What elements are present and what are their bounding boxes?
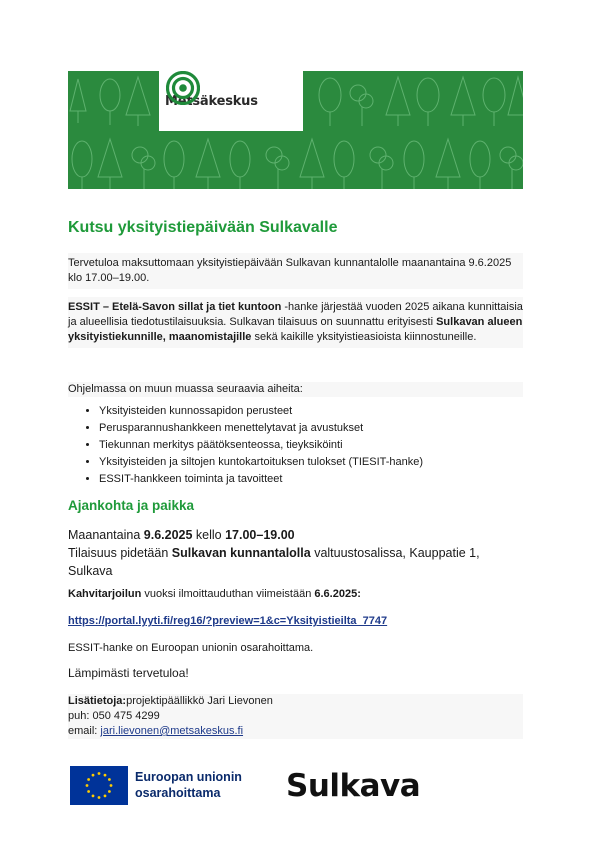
intro-paragraph: [68, 253, 523, 289]
time-text: Maanantaina: [68, 528, 144, 542]
header-banner: [68, 71, 523, 189]
contact-block: [68, 694, 523, 739]
contact-email-label: email:: [68, 725, 101, 737]
essit-name: ESSIT – Etelä-Savon sillat ja tiet kuntoon: [68, 301, 282, 313]
eu-line-2: osarahoittama: [135, 786, 221, 800]
event-date: 9.6.2025: [143, 528, 193, 542]
registration-link[interactable]: https://portal.lyyti.fi/reg16/?preview=1&c=Yksityistieilta_7747: [68, 615, 388, 627]
list-item: • Yksityisteiden ja siltojen kuntokartoituksen tulokset (TIESIT-hanke): [99, 454, 523, 471]
funding-note: ESSIT-hanke on Euroopan unionin osarahoittama.: [68, 642, 314, 654]
registration: [68, 587, 523, 602]
list-item: • Tiekunnan merkitys päätöksenteossa, tieyksiköinti: [99, 437, 523, 454]
event-time: 17.00–19.00: [225, 528, 295, 542]
sulkava-logo: Sulkava: [286, 768, 421, 804]
contact-label: Lisätietoja:: [68, 695, 127, 707]
list-item: • Yksityisteiden kunnossapidon perusteet: [99, 403, 523, 420]
metsakeskus-logo: [159, 71, 303, 131]
page-title: Kutsu yksityistiepäivään Sulkavalle: [68, 219, 338, 236]
eu-flag-icon: [70, 766, 128, 805]
logo-text: Metsäkeskus: [165, 93, 258, 109]
place-text: Tilaisuus pidetään: [68, 546, 172, 560]
essit-text-1: -hanke järjestää vuoden 2025 aikana kunnittaisia ja alueellisia tiedotustilaisuuksia. Sulkavan tilaisuus on suunnattu erityisesti: [68, 301, 523, 328]
contact-phone: puh: 050 475 4299: [68, 710, 160, 722]
time-place: [68, 526, 523, 580]
registration-bold: Kahvitarjoilun: [68, 588, 142, 600]
essit-audience: Sulkavan alueen yksityistiekunnille, maanomistajille: [68, 316, 523, 343]
place-text: valtuustosalissa, Kauppatie 1, Sulkava: [68, 546, 480, 578]
program-lead: Ohjelmassa on muun muassa seuraavia aiheita:: [68, 382, 523, 397]
event-venue: Sulkavan kunnantalolla: [171, 546, 311, 560]
list-item: • ESSIT-hankkeen toiminta ja tavoitteet: [99, 471, 523, 488]
intro-text: Tervetuloa maksuttomaan yksityistiepäivään Sulkavan kunnantalolle maanantaina 9.6.2025 klo 17.00–19.00.: [68, 257, 512, 284]
registration-text: vuoksi ilmoittauduthan viimeistään: [141, 588, 315, 600]
registration-deadline: 6.6.2025:: [314, 588, 361, 600]
time-text: kello: [192, 528, 226, 542]
list-item: • Perusparannushankkeen menettelytavat ja avustukset: [99, 420, 523, 437]
program-section: [68, 382, 523, 488]
contact-person: projektipäällikkö Jari Lievonen: [126, 695, 273, 707]
section-heading: Ajankohta ja paikka: [68, 498, 195, 513]
program-list: [68, 403, 523, 488]
welcome-text: Lämpimästi tervetuloa!: [68, 666, 189, 680]
metsakeskus-logo-icon: [166, 71, 200, 105]
registration-link-row: [68, 614, 523, 629]
essit-paragraph: [68, 297, 523, 348]
eu-funding-label: [135, 769, 242, 801]
eu-line-1: Euroopan unionin: [135, 770, 242, 784]
essit-text-2: sekä kaikille yksityistieasioista kiinnostuneille.: [251, 331, 477, 343]
contact-email-link[interactable]: jari.lievonen@metsakeskus.fi: [100, 725, 244, 737]
